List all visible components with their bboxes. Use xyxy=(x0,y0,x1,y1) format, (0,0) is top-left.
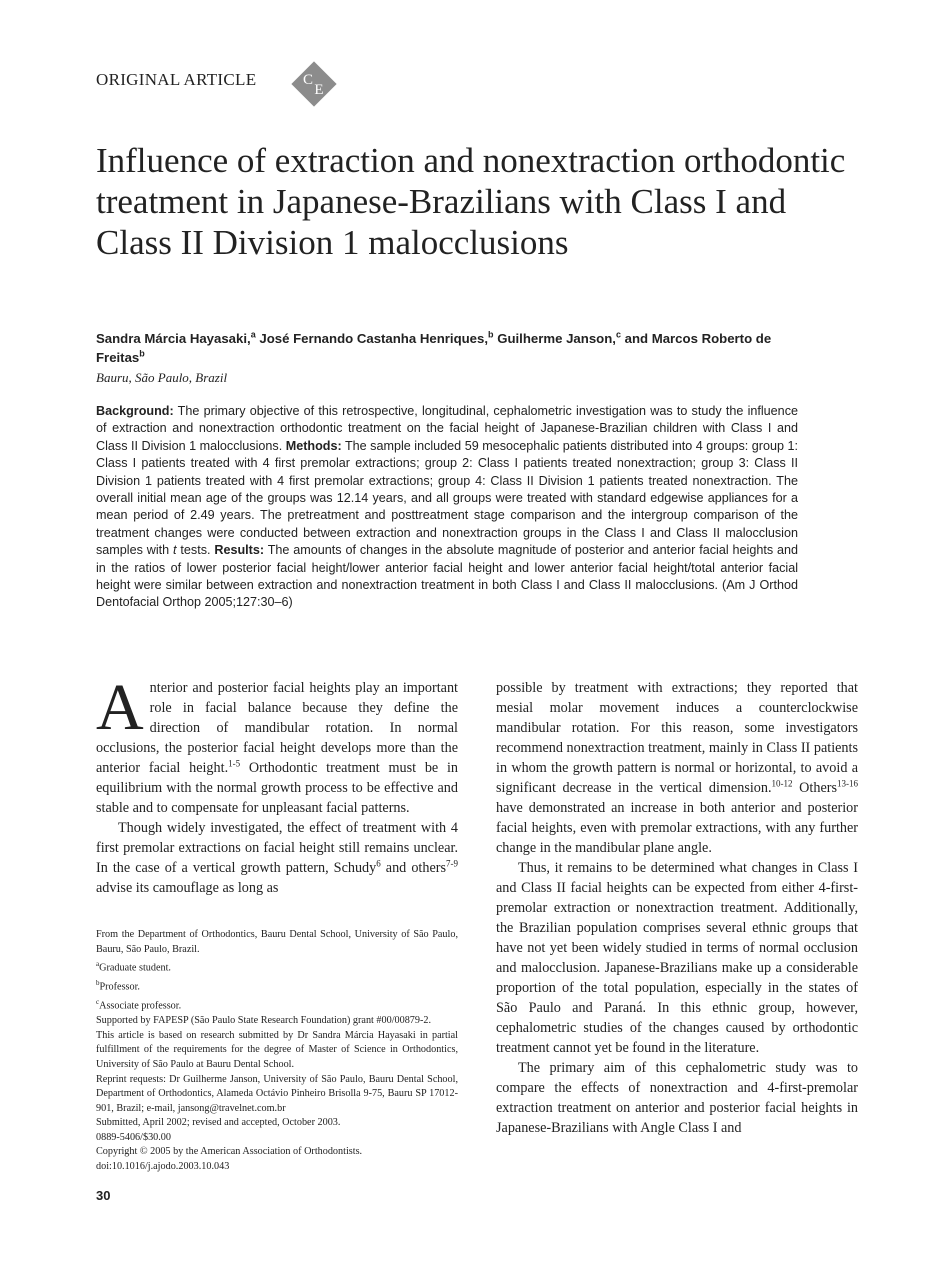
footnote-text: Professor. xyxy=(99,981,140,993)
body-text: possible by treatment with extractions; they reported that mesial molar movement induces a counterclockwise mandibular rotation. For this reason, some investigators recommend nonextraction treatment, mainly in Class II patients in whom the growth pattern is normal or horizontal, to avoid a significant decrease in the vertical dimension. xyxy=(496,680,858,796)
section-label: ORIGINAL ARTICLE xyxy=(96,70,257,89)
ce-logo-letter-c: C xyxy=(302,72,314,88)
abstract-heading: Methods: xyxy=(285,438,342,453)
body-text: Orthodontic treatment must be in equilibrium with the normal growth process to be effective and stable and to compensate for unpleasant facial patterns. xyxy=(96,760,459,816)
body-paragraph xyxy=(496,678,858,858)
body-text: Others xyxy=(792,780,838,796)
author-name: Marcos Roberto de Freitas xyxy=(96,331,772,365)
footnote xyxy=(96,1014,458,1029)
abstract-text: The primary objective of this retrospective, longitudinal, cephalometric investigation was to study the influence of extraction and nonextraction orthodontic treatment on the facial height of Japanese-Brazilian children with Class I and Class II Division 1 malocclusions. xyxy=(96,404,798,453)
affiliation: Bauru, São Paulo, Brazil xyxy=(96,370,228,385)
body-paragraph xyxy=(96,818,458,898)
ce-logo xyxy=(288,58,340,110)
body-paragraph xyxy=(496,858,858,1058)
footnote-mark: a xyxy=(96,960,100,969)
author-affiliation-mark: b xyxy=(139,348,145,359)
body-text: The primary aim of this cephalometric study was to compare the effects of nonextraction and 4-first-premolar extraction treatment on anterior and posterior facial heights in Japanese-Brazilians with Angle Class I and xyxy=(496,1060,858,1136)
abstract-text: The sample included 59 mesocephalic patients distributed into 4 groups: group 1: Class I patients treated with 4 first premolar extractions; group 2: Class I patients treated nonextraction; group 3: Class II Division 1 patients treated with 4 first premolar extractions; group 4: Class II Division 1 patients treated nonextraction. The overall initial mean age of the groups was 12.14 years, and all groups were treated with standard edgewise appliances for a mean period of 2.49 years. The pretreatment and posttreatment stage comparison and the intergroup comparison of the treatment changes were conducted between extraction and nonextraction groups in the Class I and Class II malocclusion samples with xyxy=(96,438,798,558)
body-text: and others xyxy=(380,860,446,876)
abstract-heading: Background: xyxy=(96,404,174,418)
footnote-text: Graduate student. xyxy=(99,962,171,974)
citation-ref: 13-16 xyxy=(837,778,859,789)
body-paragraph xyxy=(496,1058,858,1138)
footnote xyxy=(96,957,458,976)
author-affiliation-mark: a xyxy=(250,329,256,340)
body-column-left xyxy=(96,671,459,898)
footnote xyxy=(96,1029,458,1073)
footnotes xyxy=(96,928,458,1175)
abstract-text: The amounts of changes in the absolute magnitude of posterior and anterior facial heights and in the ratios of lower posterior facial height/lower anterior facial height and lower anterior facial height/total anterior facial height were similar between extraction and nonextraction treatment in both Class I and Class II malocclusions. (Am J Orthod Dentofacial Orthop 2005;127:30–6) xyxy=(96,543,799,610)
page-number: 30 xyxy=(96,1188,111,1203)
author-name: Guilherme Janson, xyxy=(497,331,616,346)
footnote-text: Reprint requests: Dr Guilherme Janson, University of São Paulo, Bauru Dental School, Department of Orthodontics, Alameda Octávio Pinheiro Brisolla 9-75, Bauru SP 17012-901, Brazil; e-mail, jansong@travelnet.com.br xyxy=(96,1073,458,1114)
author-name: José Fernando Castanha Henriques, xyxy=(259,331,489,346)
body-text: have demonstrated an increase in both anterior and posterior facial heights, even with premolar extractions, with any further change in the mandibular plane angle. xyxy=(496,800,858,856)
citation-ref: 6 xyxy=(376,858,381,869)
body-text: advise its camouflage as long as xyxy=(96,880,279,896)
body-paragraph xyxy=(96,671,459,818)
footnote-text: 0889-5406/$30.00 xyxy=(96,1131,171,1143)
footnote-text: doi:10.1016/j.ajodo.2003.10.043 xyxy=(96,1161,230,1173)
footnote-text: Associate professor. xyxy=(99,1000,182,1012)
article-title: Influence of extraction and nonextraction orthodontic treatment in Japanese-Brazilians with Class I and Class II Division 1 malocclusions xyxy=(96,141,846,262)
body-column-right xyxy=(496,678,858,1138)
footnote xyxy=(96,976,458,995)
footnote xyxy=(96,928,458,957)
abstract-heading: Results: xyxy=(214,543,265,558)
footnote xyxy=(96,995,458,1014)
footnote xyxy=(96,1073,458,1117)
footnote-mark: b xyxy=(96,979,100,988)
abstract-italic: t xyxy=(173,543,177,558)
footnote xyxy=(96,1131,458,1146)
author-affiliation-mark: b xyxy=(488,329,494,340)
citation-ref: 7-9 xyxy=(446,858,458,869)
body-text: nterior and posterior facial heights play an important role in facial balance because they define the direction of mandibular rotation. In normal occlusions, the posterior facial height develops more than the anterior facial height. xyxy=(96,680,458,776)
author-affiliation-mark: c xyxy=(615,329,621,340)
drop-cap: A xyxy=(96,671,144,744)
footnote xyxy=(96,1145,458,1160)
ce-logo-letter-e: E xyxy=(314,82,324,98)
author-name: Sandra Márcia Hayasaki, xyxy=(96,331,251,346)
body-text: Though widely investigated, the effect of treatment with 4 first premolar extractions on facial height still remains unclear. In the case of a vertical growth pattern, Schudy xyxy=(96,820,458,876)
footnote-text: Supported by FAPESP (São Paulo State Research Foundation) grant #00/00879-2. xyxy=(96,1015,432,1027)
footnote xyxy=(96,1160,458,1175)
footnote-text: This article is based on research submitted by Dr Sandra Márcia Hayasaki in partial fulfillment of the requirements for the degree of Master of Science in Orthodontics, University of São Paulo at Bauru Dental School. xyxy=(96,1029,458,1070)
body-text: Thus, it remains to be determined what changes in Class I and Class II facial heights can be expected from either 4-first-premolar extraction or nonextraction treatment. Additionally, the Brazilian population comprises several ethnic groups that have not yet been widely studied in terms of normal occlusion and malocclusion. Japanese-Brazilians make up a considerable proportion of the total population, especially in the states of São Paulo and Paraná. In this ethnic group, however, cephalometric studies of the changes caused by orthodontic treatment cannot yet be found in the literature. xyxy=(496,860,858,1056)
citation-ref: 1-5 xyxy=(228,758,241,769)
citation-ref: 10-12 xyxy=(771,778,793,789)
footnote-mark: c xyxy=(96,998,100,1007)
footnote-text: Copyright © 2005 by the American Association of Orthodontists. xyxy=(96,1146,363,1158)
abstract-text: tests. xyxy=(176,543,215,558)
footnote-text: From the Department of Orthodontics, Bauru Dental School, University of São Paulo, Bauru, São Paulo, Brazil. xyxy=(96,929,458,955)
abstract xyxy=(96,403,798,612)
footnote-text: Submitted, April 2002; revised and accepted, October 2003. xyxy=(96,1117,341,1129)
footnote xyxy=(96,1116,458,1131)
author-list: Sandra Márcia Hayasaki,$^a$ José Fernando Castanha Henriques,$^b$ Guilherme Janson,$^c$ and Marcos Roberto de Freitas$^b$ xyxy=(96,329,772,365)
